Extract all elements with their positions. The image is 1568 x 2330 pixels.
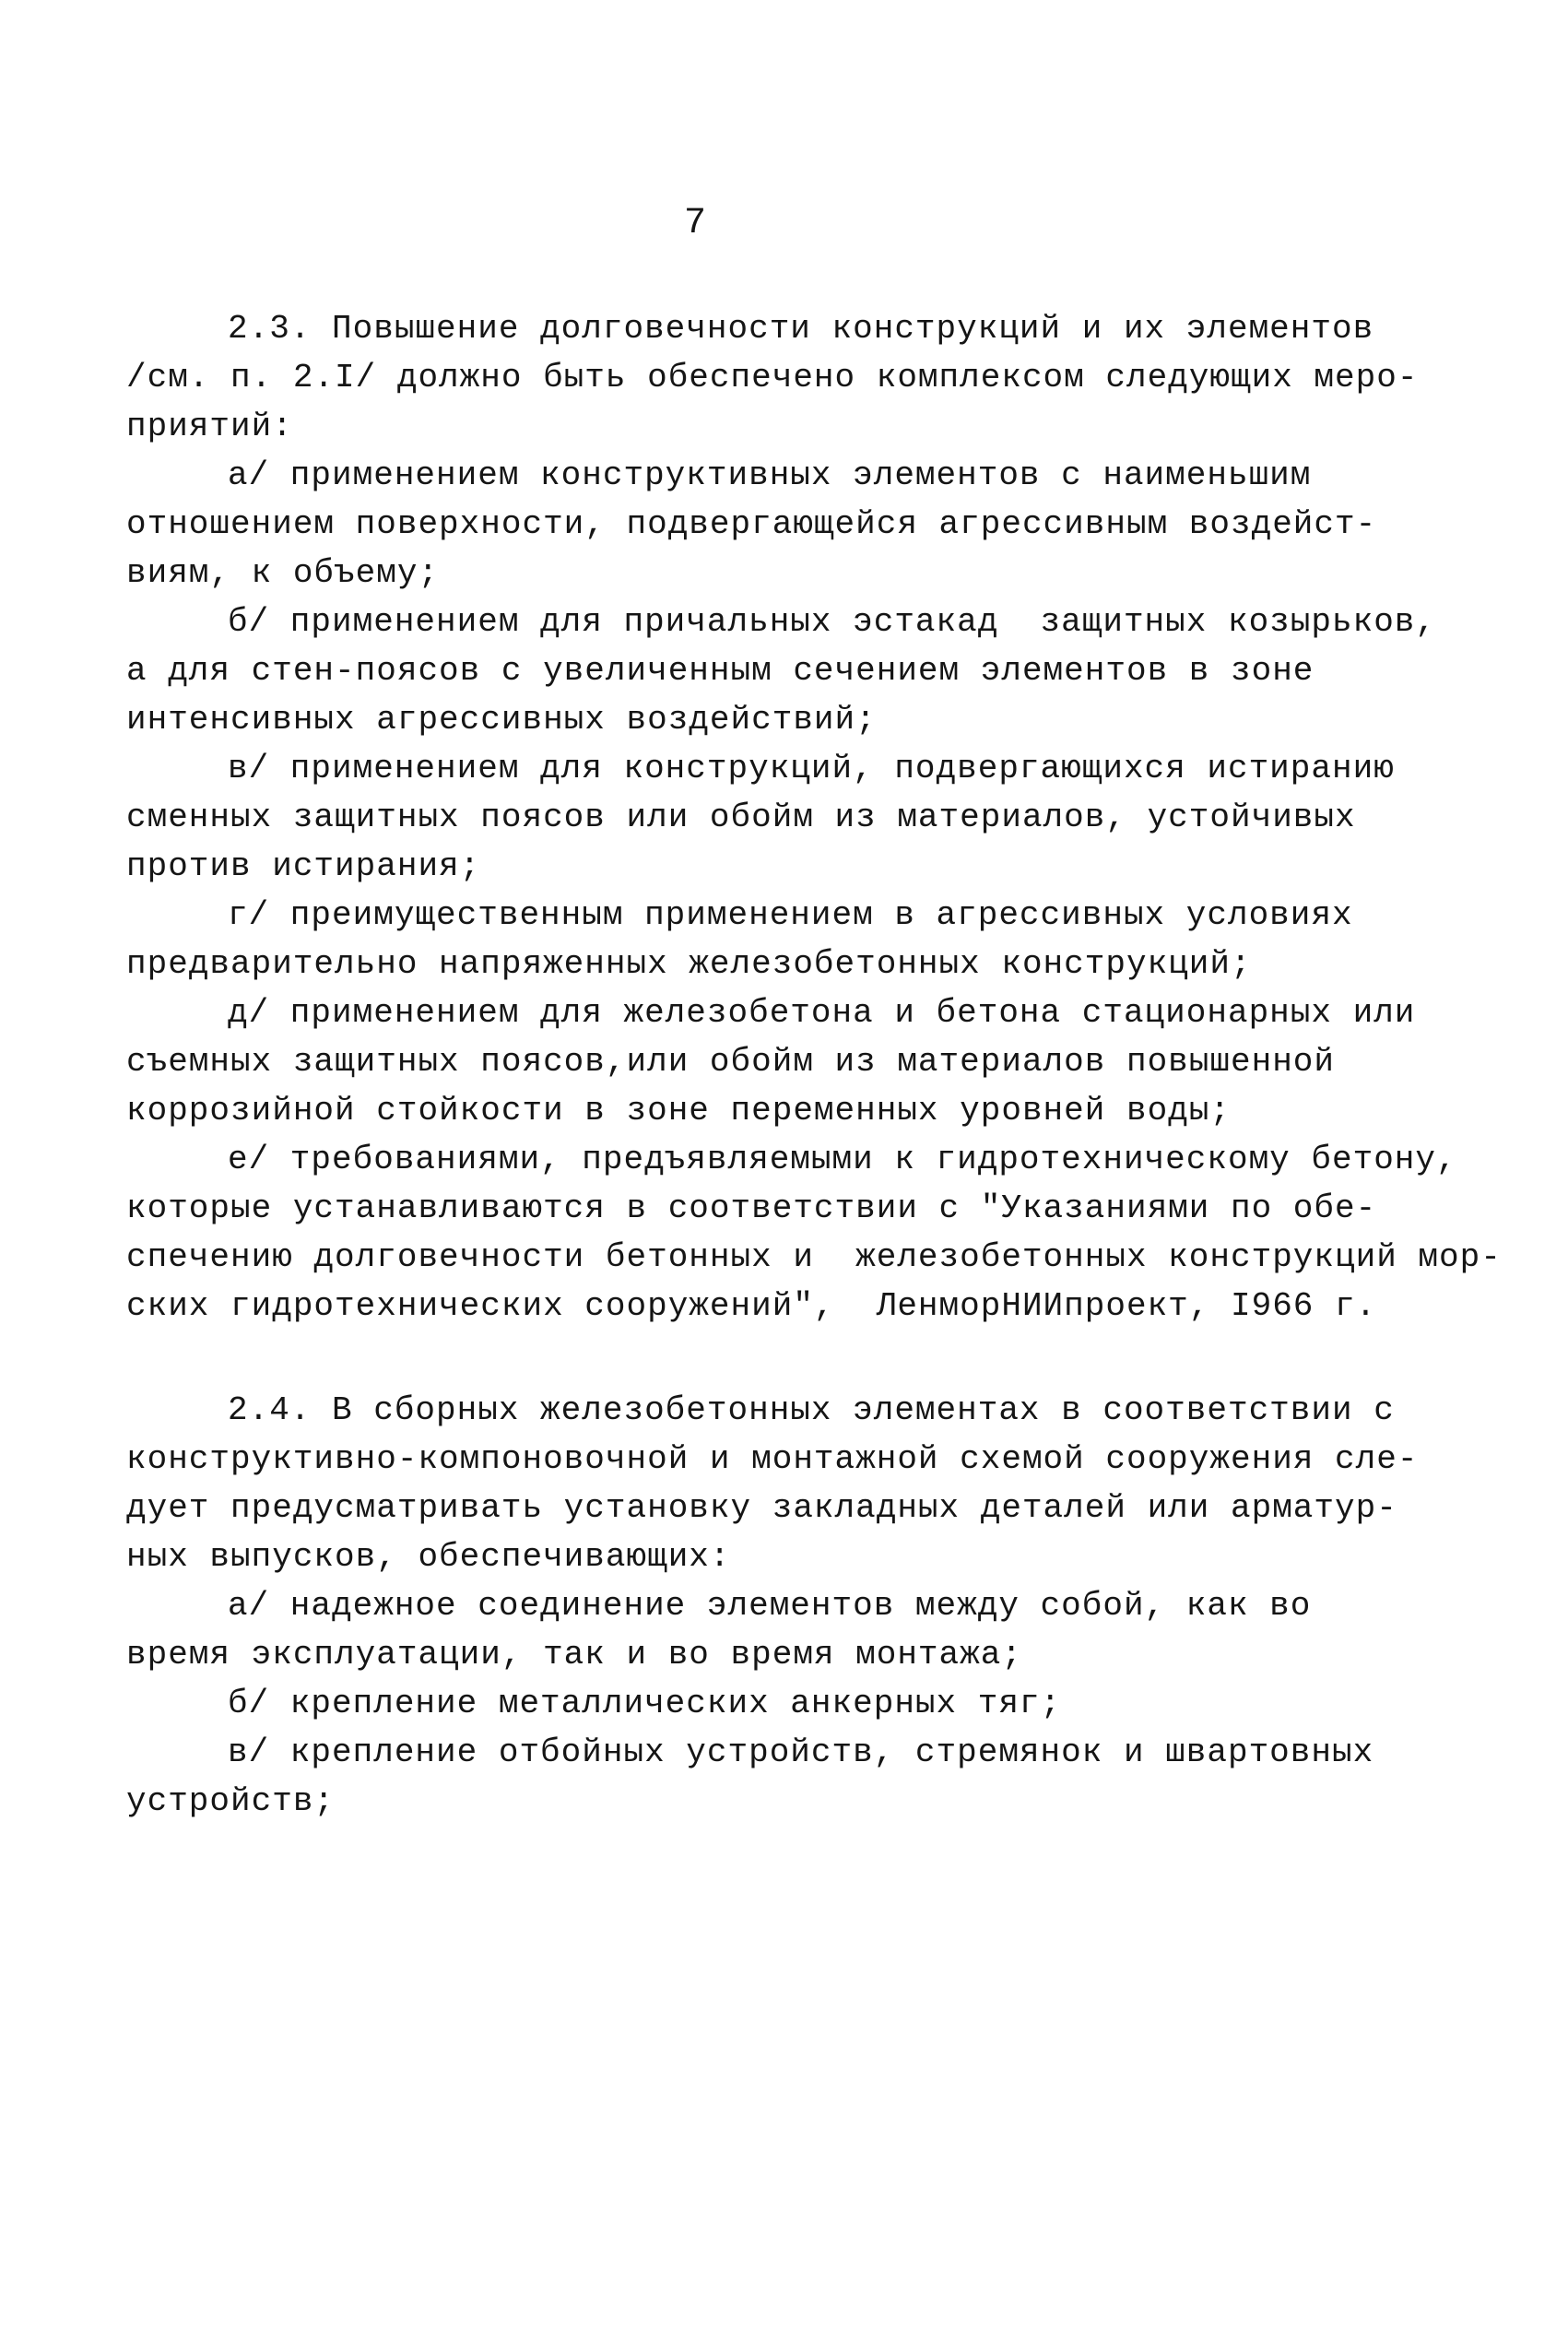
- list-item-line: в/ применением для конструкций, подвергающихся истиранию: [228, 750, 1395, 787]
- list-item-line: отношением поверхности, подвергающейся агрессивным воздейст-: [126, 505, 1377, 543]
- paragraph-line: /см. п. 2.I/ должно быть обеспечено комплексом следующих меро-: [126, 359, 1419, 396]
- paragraph-line: ных выпусков, обеспечивающих:: [126, 1538, 731, 1576]
- list-item-line: которые устанавливаются в соответствии с "Указаниями по обе-: [126, 1189, 1377, 1227]
- list-item-line: коррозийной стойкости в зоне переменных уровней воды;: [126, 1092, 1231, 1130]
- list-item-line: устройств;: [126, 1782, 336, 1820]
- list-item-line: б/ крепление металлических анкерных тяг;: [228, 1685, 1062, 1722]
- list-item-line: спечению долговечности бетонных и железобетонных конструкций мор-: [126, 1238, 1502, 1276]
- page-number: 7: [684, 203, 707, 244]
- list-item-line: в/ крепление отбойных устройств, стремянок и швартовных: [228, 1733, 1374, 1771]
- list-item-line: е/ требованиями, предъявляемыми к гидротехническому бетону,: [228, 1141, 1457, 1178]
- paragraph-line: приятий:: [126, 408, 293, 445]
- list-item-line: сменных защитных поясов или обойм из материалов, устойчивых: [126, 798, 1356, 836]
- list-item-line: д/ применением для железобетона и бетона стационарных или: [228, 994, 1416, 1032]
- section-2-3: [126, 304, 1502, 1331]
- list-item-line: интенсивных агрессивных воздействий;: [126, 701, 877, 739]
- list-item-line: виям, к объему;: [126, 554, 440, 592]
- list-item-line: б/ применением для причальных эстакад защитных козырьков,: [228, 603, 1437, 641]
- paragraph-line: дует предусматривать установку закладных деталей или арматур-: [126, 1489, 1397, 1527]
- paragraph-line: 2.4. В сборных железобетонных элементах в соответствии с: [228, 1391, 1395, 1429]
- list-item-line: а/ применением конструктивных элементов с наименьшим: [228, 456, 1312, 494]
- list-item-line: съемных защитных поясов,или обойм из материалов повышенной: [126, 1043, 1336, 1081]
- list-item-line: а для стен-поясов с увеличенным сечением элементов в зоне: [126, 652, 1315, 690]
- section-2-4: [126, 1386, 1463, 1826]
- list-item-line: г/ преимущественным применением в агрессивных условиях: [228, 896, 1353, 934]
- list-item-line: время эксплуатации, так и во время монтажа;: [126, 1636, 1022, 1674]
- list-item-line: а/ надежное соединение элементов между собой, как во: [228, 1587, 1312, 1625]
- list-item-line: предварительно напряженных железобетонных конструкций;: [126, 945, 1252, 983]
- paragraph-line: 2.3. Повышение долговечности конструкций и их элементов: [228, 310, 1374, 348]
- list-item-line: ских гидротехнических сооружений", ЛенморНИИпроект, I966 г.: [126, 1287, 1377, 1325]
- list-item-line: против истирания;: [126, 847, 481, 885]
- paragraph-line: конструктивно-компоновочной и монтажной схемой сооружения сле-: [126, 1440, 1419, 1478]
